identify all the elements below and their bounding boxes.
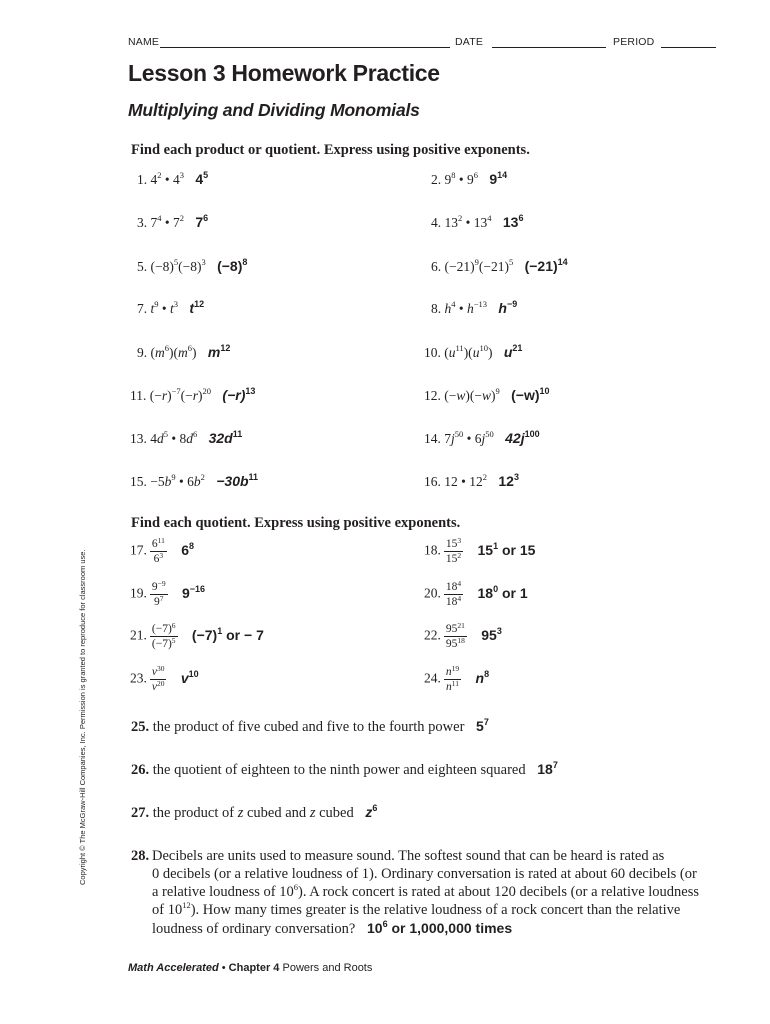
fraction-20: $\frac{18^4}{18^4}$ [445,579,462,608]
problem-9: 9. $(m^6)(m^6)$ $m^{12}$ [137,343,231,360]
footer-course: Math Accelerated [128,962,219,974]
problem-2: 2. $9^8$ • $9^6$ $9^{14}$ [431,170,508,187]
fraction-24: $\frac{n^{19}}{n^{11}}$ [445,664,460,693]
fraction-19: $\frac{9^{-9}}{9^7}$ [151,579,166,608]
answer-18: $15^1$ or 15 [477,540,536,558]
answer-16: $12^3$ [498,472,519,489]
problem-15: 15. $-5b^9$ • $6b^2 -30b^{11}$ [130,472,259,489]
problem-11: 11. $(-r)^{-7}(-r)^{20}$ $(-r)^{13}$ [130,386,256,403]
date-label: DATE [455,36,484,48]
date-blank[interactable] [492,47,606,48]
problem-13: 13. $4d^5$ • $8d^6$ $32d^{11}$ [130,429,243,446]
answer-20: $18^0$ or 1 [477,583,528,601]
problem-14: 14. $7j^{50}$ • $6j^{50}$ $42j^{100}$ [424,429,540,446]
answer-10: $u^{21}$ [503,343,523,360]
problem-16: 16. 12 • $12^2$ $12^3$ [424,472,519,489]
problem-27: 27. the product of z cubed and z cubed $z^6$ [131,803,378,821]
problem-23: 23. $\frac{v^{30}}{v^{20}}$ $v^{10}$ [130,664,199,693]
problem-26: 26. the quotient of eighteen to the ninth power and eighteen squared $18^7$ [131,760,558,778]
answer-1: $4^5$ [195,170,209,187]
answer-19: $9^{-16}$ [181,583,206,601]
answer-23: $v^{10}$ [180,668,199,686]
answer-27: $z^6$ [365,803,378,820]
problem-22: 22. $\frac{95^{21}}{95^{18}}$ $95^3$ [424,621,502,650]
page-footer [128,962,372,974]
problem-28-text: Decibels are units used to measure sound. The softest sound that can be heard is rated as 0 decibels (or a relative loudness of 1). Ordinary conversation is rated at about 60 decibels (or a relative loudness of $10^6$). A rock concert is rated at about 120 decibels (or a relative loudness of $10^{12}$). How many times greater is the relative loudness of a rock concert than the relative loudness of ordinary conversation? $10^6$ or 1,000,000 times [152,848,700,937]
problem-18: 18. $\frac{15^3}{15^2}$ $15^1$ or 15 [424,536,536,565]
fraction-22: $\frac{95^{21}}{95^{18}}$ [445,621,465,650]
footer-bullet: • [221,962,226,974]
name-label: NAME [128,36,160,48]
problem-20: 20. $\frac{18^4}{18^4}$ $18^0$ or 1 [424,579,528,608]
answer-7: $t^{12}$ [189,299,205,316]
answer-8: $h^{-9}$ [498,299,518,316]
period-blank[interactable] [661,47,716,48]
problem-19: 19. $\frac{9^{-9}}{9^7}$ $9^{-16}$ [130,579,206,608]
problem-21: 21. $\frac{(-7)^6}{(-7)^5}$ $(-7)^1$ or − 7 [130,621,264,650]
answer-17: $6^8$ [181,540,195,558]
section1-instructions: Find each product or quotient. Express using positive exponents. [131,142,530,158]
answer-15: $-30b^{11}$ [216,472,259,489]
problem-12: 12. $(-w)(-w)^9$ $(-w)^{10}$ [424,386,550,403]
answer-12: $(-w)^{10}$ [511,386,550,403]
footer-chapter: Chapter 4 [228,962,280,974]
fraction-18: $\frac{15^3}{15^2}$ [445,536,462,565]
fraction-17: $\frac{6^{11}}{6^3}$ [151,536,165,565]
answer-26: $18^7$ [537,760,558,777]
problem-1: 1. $4^2$ • $4^3$ $4^5$ [137,170,209,187]
answer-24: $n^8$ [475,668,490,686]
answer-28: $10^6$ or 1,000,000 times [366,919,513,936]
fraction-23: $\frac{v^{30}}{v^{20}}$ [151,664,165,693]
problem-25: 25. the product of five cubed and five to the fourth power $5^7$ [131,717,489,735]
answer-11: $(-r)^{13}$ [222,386,256,403]
page-subtitle: Multiplying and Dividing Monomials [128,100,420,120]
problem-8: 8. $h^4$ • $h^{-13}$ $h^{-9}$ [431,299,518,316]
period-label: PERIOD [613,36,655,48]
answer-22: $95^3$ [481,625,502,643]
copyright-sidebar: Copyright © The McGraw-Hill Companies, Inc. Permission is granted to reproduce for classroom use. [78,549,87,885]
answer-3: $7^6$ [195,213,209,230]
problem-4: 4. $13^2$ • $13^4$ $13^6$ [431,213,524,230]
answer-6: $(-21)^{14}$ [524,257,568,274]
problem-3: 3. $7^4$ • $7^2$ $7^6$ [137,213,209,230]
fraction-21: $\frac{(-7)^6}{(-7)^5}$ [151,621,176,650]
answer-25: $5^7$ [476,717,489,734]
answer-13: $32d^{11}$ [208,429,243,446]
problem-7: 7. $t^9$ • $t^3$ $t^{12}$ [137,299,205,316]
footer-topic: Powers and Roots [282,962,373,974]
problem-10: 10. $(u^{11})(u^{10})$ $u^{21}$ [424,343,523,360]
answer-9: $m^{12}$ [207,343,231,360]
answer-21: $(-7)^1$ or − 7 [191,625,264,643]
page-title: Lesson 3 Homework Practice [128,60,440,86]
answer-2: $9^{14}$ [489,170,508,187]
section2-instructions: Find each quotient. Express using positive exponents. [131,515,461,531]
answer-14: $42j^{100}$ [505,429,540,446]
problem-28: 28. Decibels are units used to measure sound. The softest sound that can be heard is rated as 0 decibels (or a relative loudness of 1). Ordinary conversation is rated at about 60 decibels (or a relative loudness of $10^6$). A rock concert is rated at about 120 decibels (or a relative loudness of $10^{12}$). How many times greater is the relative loudness of a rock concert than the relative loudness of ordinary conversation? $10^6$ or 1,000,000 times [131,847,731,938]
problem-24: 24. $\frac{n^{19}}{n^{11}}$ $n^8$ [424,664,490,693]
problem-5: 5. $(-8)^5(-8)^3$ $(-8)^8$ [137,257,248,274]
answer-4: $13^6$ [502,213,524,230]
problem-17: 17. $\frac{6^{11}}{6^3}$ $6^8$ [130,536,195,565]
answer-5: $(-8)^8$ [217,257,248,274]
name-blank[interactable] [160,47,450,48]
problem-6: 6. $(-21)^9(-21)^5$ $(-21)^{14}$ [431,257,568,274]
